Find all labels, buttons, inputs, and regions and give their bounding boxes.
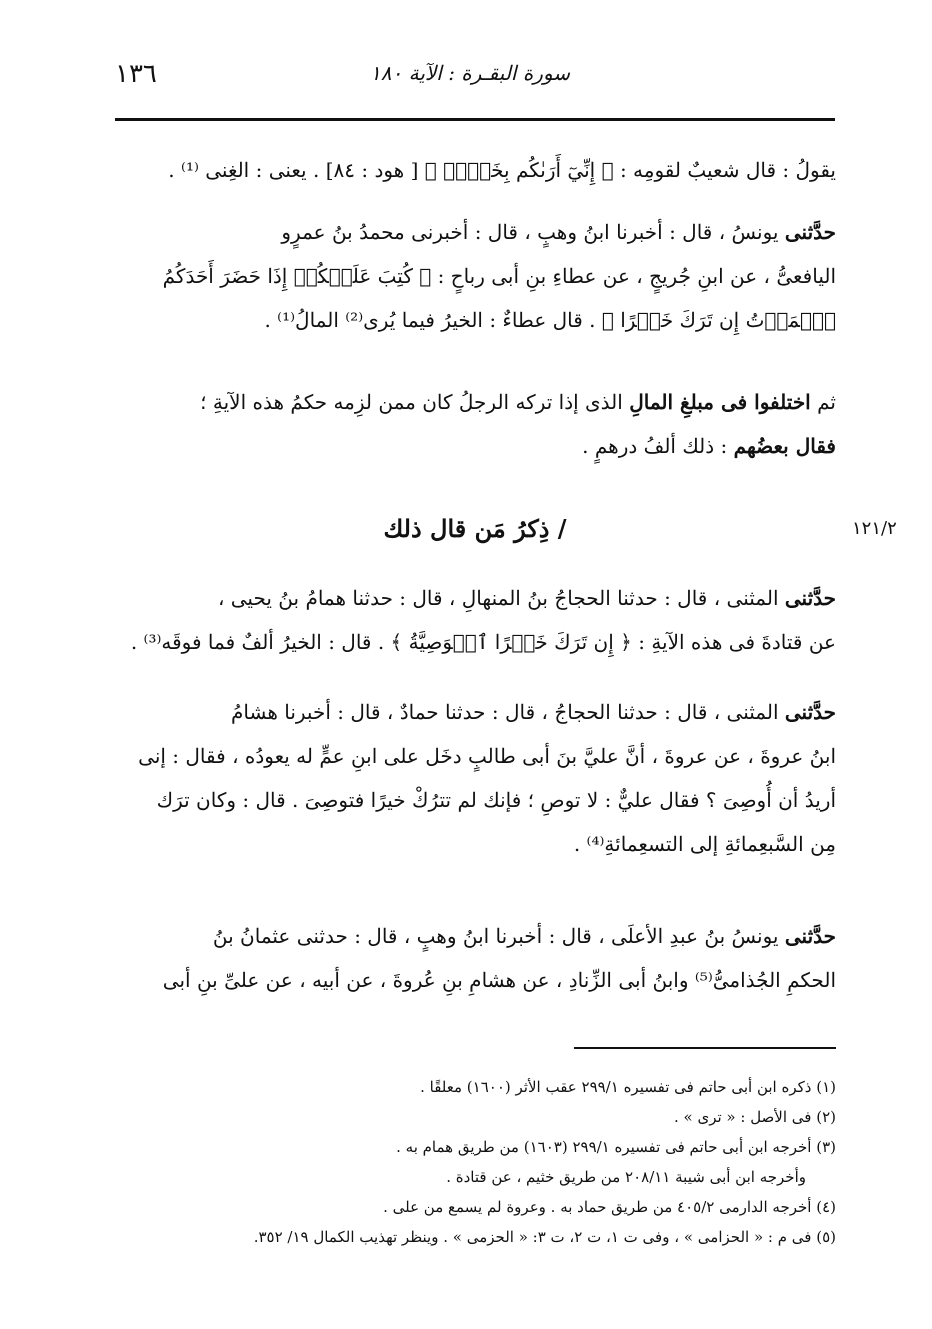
text-run: ثم [817, 390, 836, 414]
paragraph-1 [116, 148, 836, 192]
text-run: يونسُ بنُ عبدِ الأعلَى ، قال : أخبرنا ابنُ وهبٍ ، قال : حدثنى عثمانُ بنُ [212, 924, 785, 948]
text-line: يقولُ : قال شعيبٌ لقومِه : ﴿ إِنِّيٓ أَرَىٰكُم بِخَيۡرٖ ﴾ [ هود : ٨٤] . يعنى : الغِنى ⁽¹⁾ . [168, 158, 836, 182]
footnote-2: (٢) فى الأصل : « ترى » . [673, 1108, 836, 1126]
text-line: اليافعىُّ ، عن ابنِ جُريجٍ ، عن عطاءِ بنِ أبى رباحٍ : ﴿ كُتِبَ عَلَيۡكُمۡ إِذَا حَضَرَ أَحَدَكُمُ [162, 264, 836, 288]
text-line [116, 576, 836, 620]
paragraph-3 [116, 380, 836, 468]
section-heading: / ذِكرُ مَن قال ذلك [383, 514, 567, 543]
header-rule [115, 118, 835, 121]
footnote-rule [574, 1047, 836, 1049]
paragraph-2 [116, 210, 836, 342]
footnote-5: (٥) فى م : « الحزامى » ، وفى ت ١، ت ٢، ت ٣: « الحزمى » . وينظر تهذيب الكمال ١٩/ ٣٥٢. [253, 1228, 836, 1246]
text-line [116, 690, 836, 734]
hadith-lead: حدَّثنى [784, 586, 836, 610]
page-header [115, 55, 835, 99]
running-title: سورة البقـرة : الآية ١٨٠ [370, 61, 571, 85]
footnote-3-continuation: وأخرجه ابن أبى شيبة ٢٠٨/١١ من طريق خثيم ، عن قتادة . [446, 1168, 806, 1186]
text-line: عن قتادةَ فى هذه الآيةِ : ﴿ إِن تَرَكَ خَيۡرًا ٱلۡوَصِيَّةُ ﴾ . قال : الخيرُ ألفٌ فما فوقَه⁽³⁾ . [130, 630, 836, 654]
hadith-lead: حدَّثنى [784, 220, 836, 244]
text-line [116, 380, 836, 424]
text-line [116, 210, 836, 254]
footnotes [116, 1072, 836, 1252]
text-run: يونسُ ، قال : أخبرنا ابنُ وهبٍ ، قال : أخبرنى محمدُ بنُ عمرٍو [281, 220, 785, 244]
bold-phrase: فقال بعضُهم [733, 434, 836, 458]
text-line: مِن السَّبعِمائةِ إلى التسعِمائةِ⁽⁴⁾ . [573, 832, 836, 856]
footnote-1: (١) ذكره ابن أبى حاتم فى تفسيره ٢٩٩/١ عقب الأثر (١٦٠٠) معلقًا . [420, 1078, 836, 1096]
text-line: أريدُ أن أُوصِىَ ؟ فقال عليٌّ : لا توصِ ؛ فإنك لم تترُكْ خيرًا فتوصِىَ . قال : وكان ترَك [156, 788, 836, 812]
text-line [116, 424, 836, 468]
margin-reference: ١٢١/٢ [852, 518, 897, 539]
text-run: : ذلك ألفُ درهمٍ . [582, 434, 734, 458]
text-line [116, 914, 836, 958]
footnote-4: (٤) أخرجه الدارمى ٤٠٥/٢ من طريق حماد به . وعروة لم يسمع من على . [383, 1198, 836, 1216]
paragraph-5 [116, 690, 836, 866]
bold-phrase: اختلفوا فى مبلغِ المالِ [629, 390, 811, 414]
hadith-lead: حدَّثنى [784, 700, 836, 724]
text-line: ابنُ عروةَ ، عن عروةَ ، أنَّ عليَّ بنَ أبى طالبٍ دخَل على ابنِ عمٍّ له يعودُه ، فقال : إنى [138, 744, 836, 768]
footnote-3: (٣) أخرجه ابن أبى حاتم فى تفسيره ٢٩٩/١ (١٦٠٣) من طريق همام به . [396, 1138, 836, 1156]
text-line: ٱلۡمَوۡتُ إِن تَرَكَ خَيۡرًا ﴾ . قال عطاءٌ : الخيرُ فيما يُرى⁽²⁾ المالُ⁽¹⁾ . [264, 308, 836, 332]
text-line: الحكمِ الجُذامىُّ⁽⁵⁾ وابنُ أبى الزِّنادِ ، عن هشامِ بنِ عُروةَ ، عن أبيه ، عن علىِّ بنِ أبى [162, 968, 836, 992]
paragraph-4 [116, 576, 836, 664]
text-run: الذى إذا تركه الرجلُ كان ممن لزِمه حكمُ هذه الآيةِ ؛ [200, 390, 630, 414]
text-run: المثنى ، قال : حدثنا الحجاجُ بنُ المنهالِ ، قال : حدثنا همامُ بنُ يحيى ، [217, 586, 785, 610]
page-number: ١٣٦ [115, 59, 157, 89]
hadith-lead: حدَّثنى [784, 924, 836, 948]
text-run: المثنى ، قال : حدثنا الحجاجُ ، قال : حدثنا حمادٌ ، قال : أخبرنا هشامُ [231, 700, 785, 724]
paragraph-6 [116, 914, 836, 1002]
